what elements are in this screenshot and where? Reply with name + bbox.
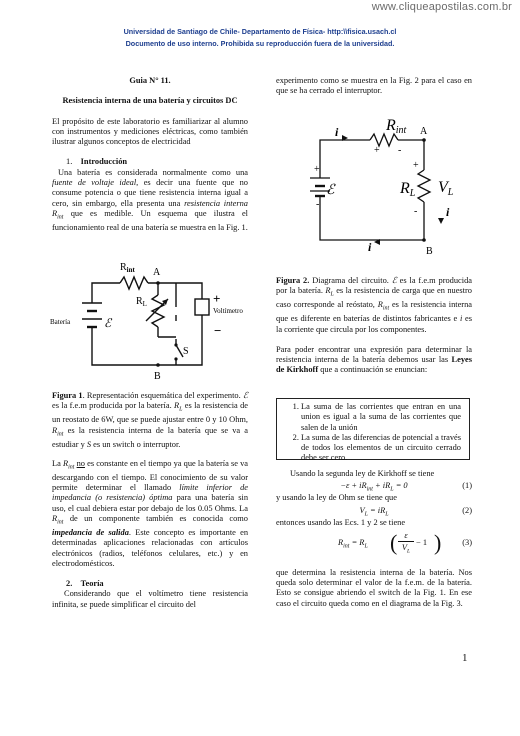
kirchhoff-laws-box <box>276 398 470 463</box>
left-column-lower <box>52 391 248 610</box>
section2-heading: 2. Teoría <box>66 579 104 589</box>
guide-title: Guia N° 11. <box>129 76 171 85</box>
fig2-rl-plus: + <box>413 160 419 171</box>
equation-2: $V_L = iR_L$ (2) <box>359 505 472 518</box>
watermark: www.cliqueapostilas.com.br <box>371 1 512 13</box>
guide-subtitle: Resistencia interna de una batería y circuitos DC <box>62 96 238 106</box>
fig1-plus: + <box>213 291 221 306</box>
closing-paragraph: que determina la resistencia interna de la batería. Nos queda solo determinar el valor de la f.e.m. de la batería. Esto se consigue abriendo el switch de la Fig. 1. En ese caso el circuito queda como en el diagrama de la Fig. 3. <box>276 567 472 608</box>
fig1-label-s: S <box>183 346 189 357</box>
fig2-label-vl: VL <box>438 179 454 198</box>
fig2-current-top: i <box>335 125 339 139</box>
fig1-minus: − <box>214 323 222 338</box>
law-2: 2. La suma de las diferencias de potencial a través de todos los elementos de un circuito cerrado debe ser cero. <box>301 433 461 464</box>
fig2-label-rl: RL <box>400 180 416 199</box>
fig2-label-rint: Rint <box>386 117 407 136</box>
section1-paragraph: Una batería es considerada normalmente como una fuente de voltaje ideal, es decir una fuente que no consume potencia o que tiene resistencia interna igual a cero, sin embargo, ella presenta una resistencia interna $R_{int}$ que es medible. Un esquema que ilustra el funcionamiento real de una batería se muestra en la Fig. 1. <box>52 167 248 232</box>
right-top-paragraph: experimento como se muestra en la Fig. 2 para el caso en que se ha cerrado el interruptor. <box>276 76 472 96</box>
rint-paragraph: La $R_{int}$ no es constante en el tiempo ya que la batería se va descargando con el tiempo. El conocimiento de su valor permite determinar el llamado límite inferior de impedancia (o resistencia) óptima para una batería sin uso, el cual debiera estar por debajo de los 0.05 Ohms. La $R_{int}$ de un componente también es conocida como impedancia de salida. Este concepto es importante en determinadas aplicaciones relacionadas con artículos electrónicos (radios, teléfonos celulares, etc.) y en electrodomésticos. <box>52 458 249 568</box>
right-top-text <box>276 76 472 97</box>
fig2-label-emf: ℰ <box>326 183 335 198</box>
header-line-1: Universidad de Santiago de Chile- Departamento de Física- http:\\fisica.usach.cl <box>123 27 397 36</box>
equation-3: $R_{int} = R_L$ ( ε $V_L$ − 1 ) (3) <box>276 528 472 562</box>
fig2-battery-plus: + <box>314 164 320 175</box>
fig2-current-bottom: i <box>368 240 372 254</box>
eq-text-2: y usando la ley de Ohm se tiene que <box>276 493 397 503</box>
fig1-label-b: B <box>154 371 161 382</box>
fig2-rint-plus: + <box>374 145 380 156</box>
header-line-2: Documento de uso interno. Prohibida su reproducción fuera de la universidad. <box>125 39 395 48</box>
kirchhoff-intro: Para poder encontrar una expresión para determinar la resistencia interna de la batería debemos usar las Leyes de Kirkhoff que a continuación se enuncian: <box>276 344 472 375</box>
law-1: 1. La suma de las corrientes que entran en una union es igual a la suma de las corrientes que salen de la unión <box>301 402 461 433</box>
intro-paragraph: El propósito de este laboratorio es familiarizar al alumno con instrumentos y mediciones eléctricas, como también ilustrar algunos conceptos de electricidad <box>52 116 248 147</box>
section1-heading: 1. Introducción <box>66 157 128 167</box>
equation-1: $-\varepsilon + iR_{int} + iR_L = 0$ (1) <box>340 481 472 493</box>
left-column <box>52 76 248 233</box>
fig2-label-a: A <box>420 126 428 137</box>
fig1-label-voltimetro: Voltímetro <box>213 307 243 315</box>
eq3-paren-right: ) <box>434 529 442 555</box>
figure-1-circuit <box>50 255 250 385</box>
fig1-label-rl: $R_L$ <box>136 296 147 308</box>
fig1-label-rint: $R_{int}$ <box>120 262 135 274</box>
eq-text-1: Usando la segunda ley de Kirkhoff se tiene <box>290 469 435 478</box>
fig2-label-b: B <box>426 246 433 257</box>
fig2-battery-minus: - <box>316 199 320 210</box>
section2-paragraph: Considerando que el voltímetro tiene resistencia infinita, se puede simplificar el circuito del <box>52 589 248 609</box>
eq-text-3: entonces usando las Ecs. 1 y 2 se tiene <box>276 517 406 527</box>
fig1-label-emf: ℰ <box>104 316 112 330</box>
figure-2-circuit <box>300 108 460 258</box>
fig2-rint-minus: - <box>398 145 402 156</box>
fig2-rl-minus: - <box>414 206 418 217</box>
right-column <box>276 276 472 376</box>
fig1-label-a: A <box>153 267 161 278</box>
fig1-label-bateria: Batería <box>50 318 71 326</box>
fig1-caption: Figura 1. Representación esquemática del experimento. ℰ es la f.e.m producida por la batería. $R_L$ es la resistencia de un reostato de 6W, que se puede ajustar entre 0 y 10 Ohm, $R_{int}$ es la resistencia interna de la batería que se va a estudiar y S es un switch o interruptor. <box>52 391 248 449</box>
equations-block <box>276 469 472 609</box>
eq3-paren-left: ( <box>390 529 398 555</box>
page-number: 1 <box>462 652 468 664</box>
fig2-current-right: i <box>446 205 450 219</box>
fig2-caption: Figura 2. Diagrama del circuito. ℰ es la f.e.m producida por la batería. $R_L$ es la resistencia de carga que en nuestro caso corresponde al reóstato, $R_{int}$ es la resistencia interna que es diferente en baterías de distintos fabricantes e i es la corriente que circula por los componentes. <box>276 276 472 334</box>
